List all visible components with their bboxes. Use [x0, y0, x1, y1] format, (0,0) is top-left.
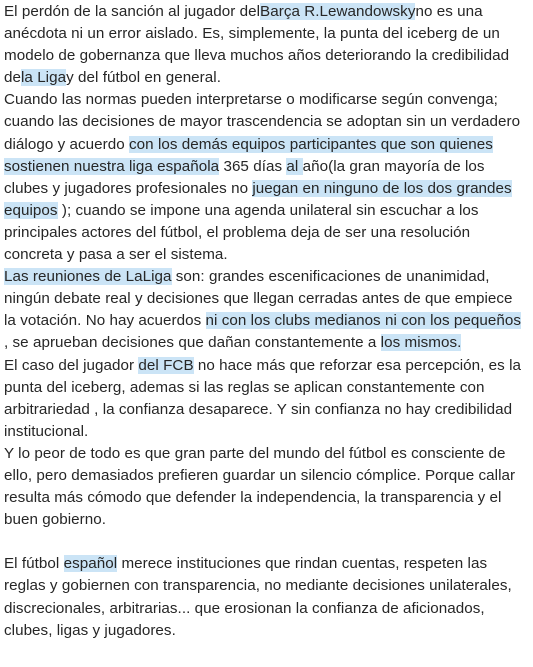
text-run: Y lo peor de todo es que gran parte del mundo del fútbol es consciente de ello, pero demasiados prefieren guardar un silencio cómplice. Porque callar resulta más cómodo que defender la independencia, la transparencia y el buen gobierno.	[4, 444, 516, 529]
paragraph	[4, 355, 527, 443]
paragraph	[4, 443, 527, 531]
text-run: año(la gran mayoría de los clubes y jugadores profesionales no	[4, 157, 485, 197]
text-run: son: grandes escenificaciones de unanimidad, ningún debate real y decisiones que llegan cerradas antes de que empiece la votación. No hay acuerdos	[4, 268, 513, 330]
text-run: El perdón de la sanción al jugador del	[4, 3, 261, 20]
text-run: Cuando las normas pueden interpretarse o modificarse según convenga; cuando las decisiones de mayor trascendencia se adoptan sin un verdadero diálogo y acuerdo	[4, 91, 521, 153]
highlighted-text: ni con los clubs medianos ni con los pequeños	[205, 312, 522, 330]
paragraph	[4, 1, 527, 89]
highlighted-text: del FCB	[138, 356, 194, 374]
highlighted-text: Las reuniones de LaLiga	[4, 268, 172, 286]
text-run: no hace más que reforzar esa percepción, es la punta del iceberg, ademas si las reglas se aplican constantemente con arbitrariedad , la confianza desaparece. Y sin confianza no hay credibilidad institucional.	[4, 356, 522, 440]
text-run: no es una anécdota ni un error aislado. Es, simplemente, la punta del iceberg de un modelo de gobernanza que lleva muchos años deteriorando la credibilidad de	[4, 3, 510, 87]
text-run: 365 días	[219, 157, 287, 175]
highlighted-text: los mismos.	[380, 334, 462, 352]
text-run: y del fútbol en general.	[66, 69, 221, 87]
blank-line	[4, 531, 527, 553]
highlighted-text: español	[63, 555, 118, 573]
text-run: merece instituciones que rindan cuentas, respeten las reglas y gobiernen con transparencia, no mediante decisiones unilaterales, discrecionales, arbitrarias... que erosionan la confianza de aficionados, clubes, ligas y jugadores.	[4, 555, 512, 639]
paragraph	[4, 266, 527, 354]
text-run: ); cuando se impone una agenda unilateral sin escuchar a los principales actores del fútbol, el problema deja de ser una resolución concreta y pasa a ser el sistema.	[4, 201, 479, 264]
text-run: , se aprueban decisiones que dañan constantemente a	[4, 334, 381, 352]
highlighted-text: al	[286, 157, 303, 175]
highlighted-text: la Liga	[21, 69, 67, 87]
paragraph	[4, 553, 527, 641]
text-run: El fútbol	[4, 555, 64, 573]
highlighted-text: Barça R.Lewandowsky	[260, 3, 416, 20]
paragraph	[4, 89, 527, 266]
highlighted-text: con los demás equipos participantes que son quienes sostienen nuestra liga española	[4, 135, 493, 175]
highlighted-text: juegan en ninguno de los dos grandes equipos	[4, 179, 512, 219]
text-run: El caso del jugador	[4, 356, 139, 374]
